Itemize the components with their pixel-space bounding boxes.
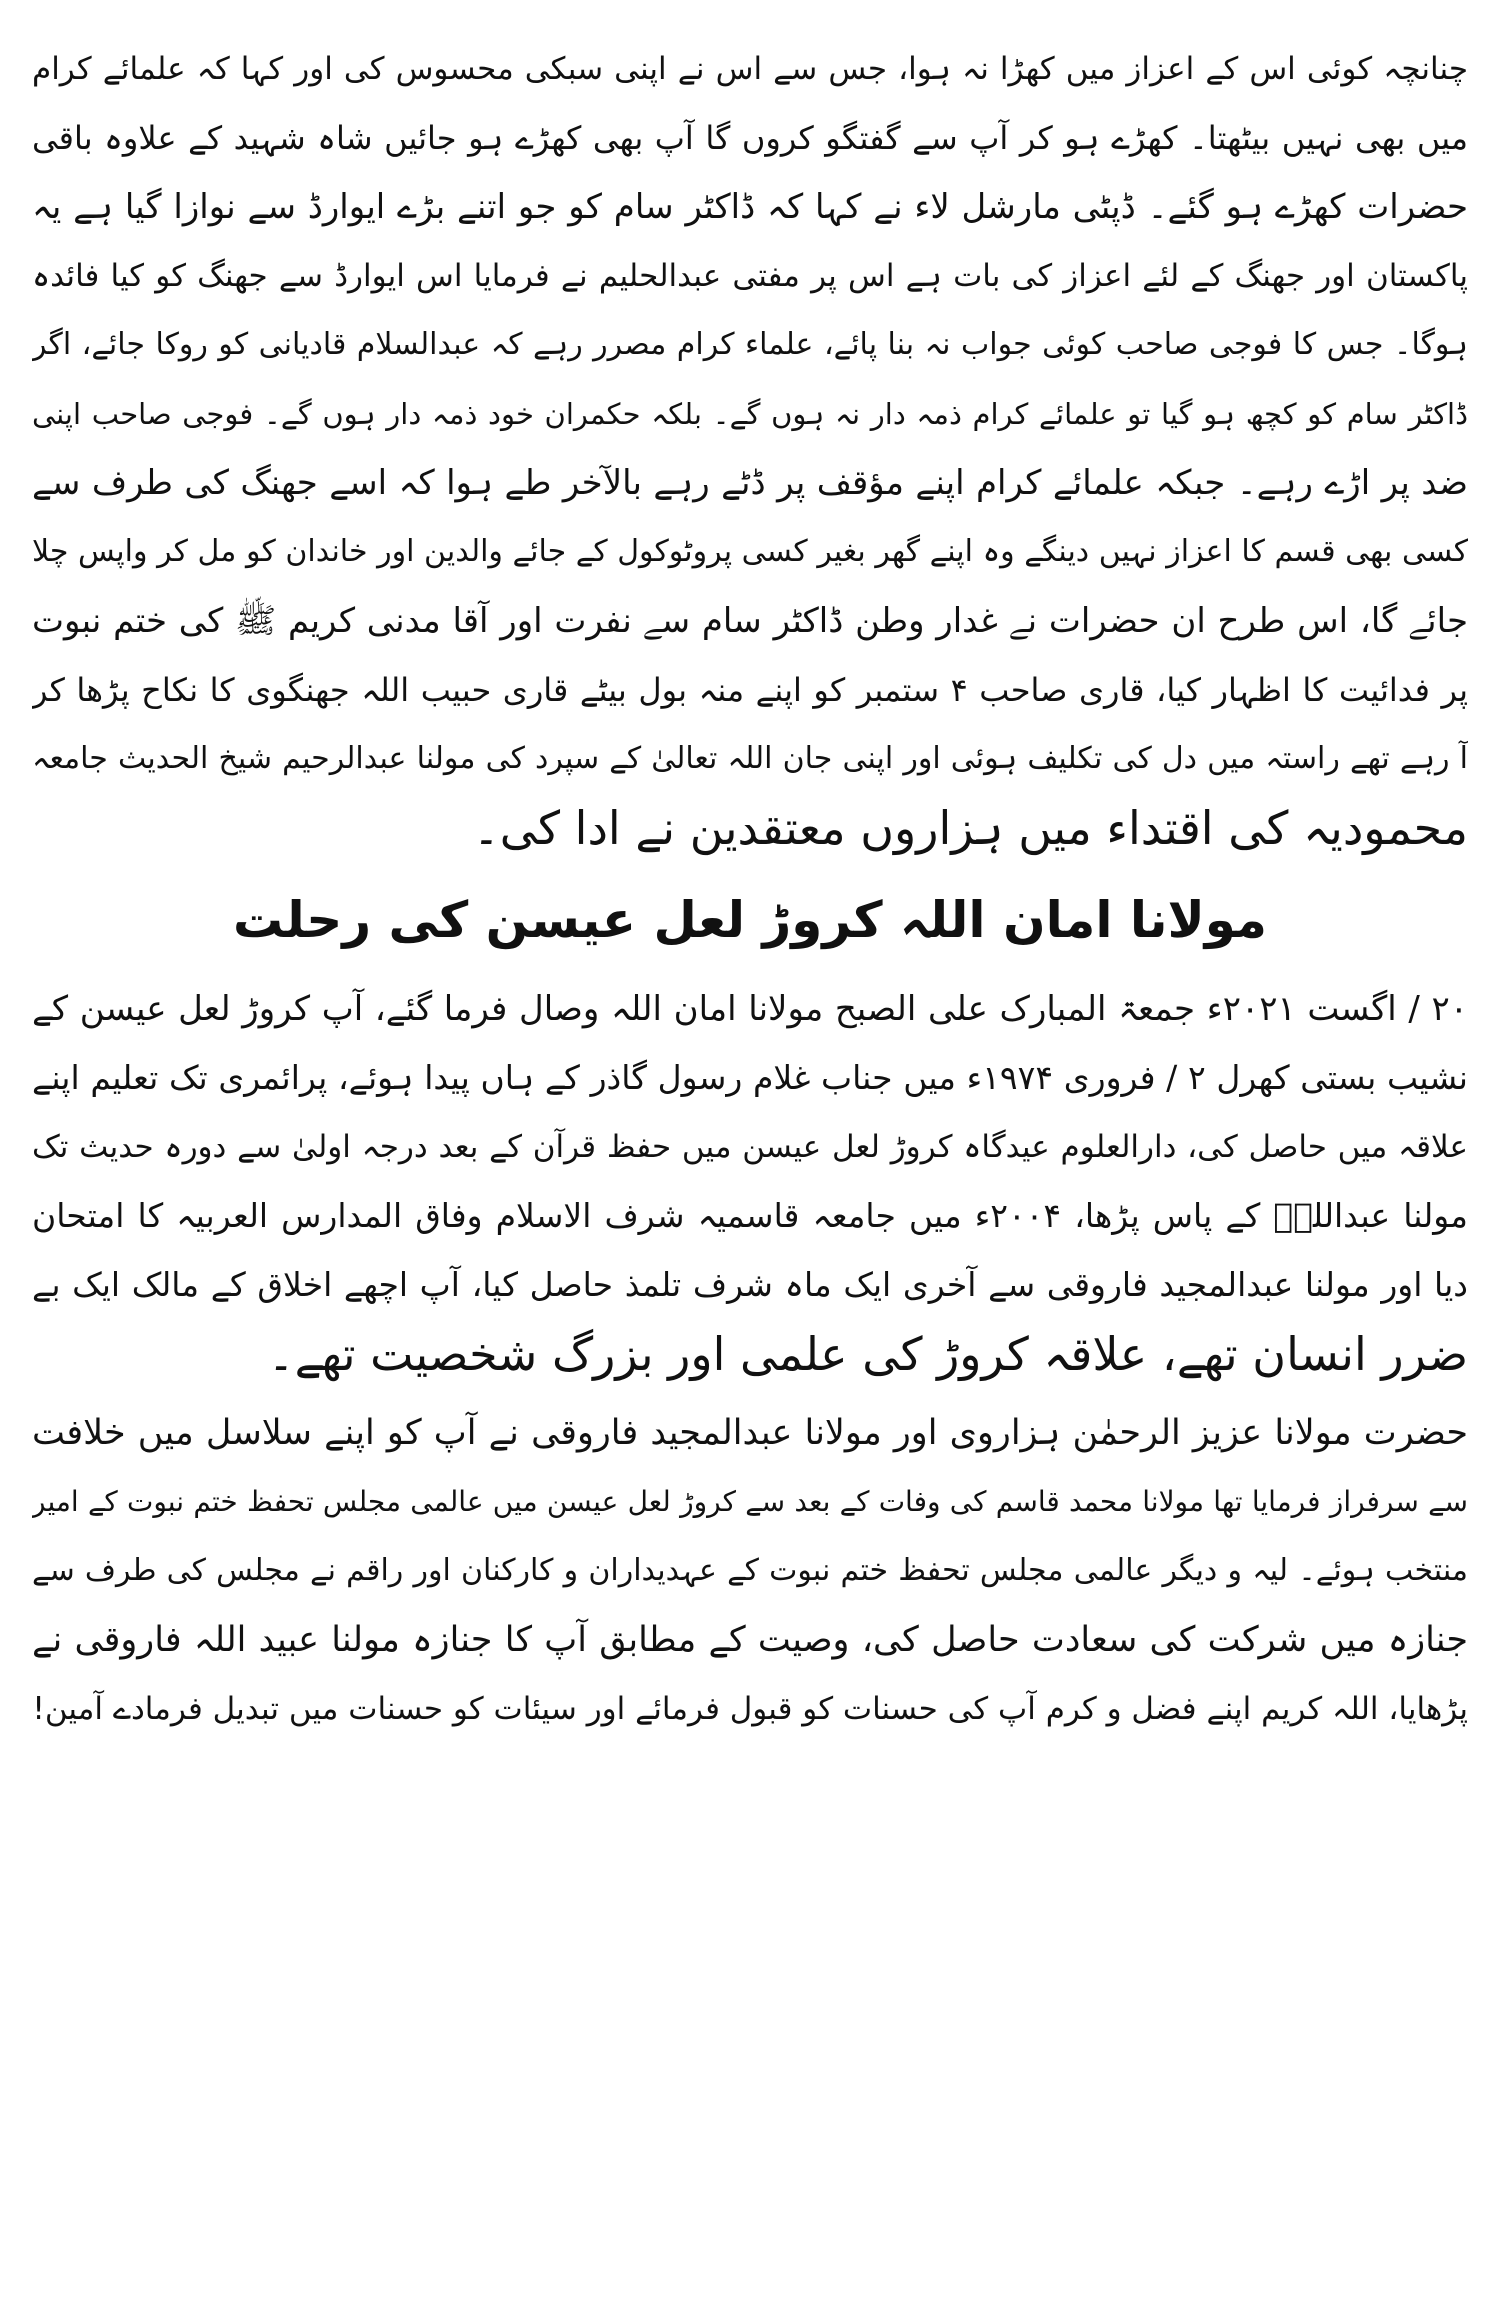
section-heading: مولانا امان اللہ کروڑ لعل عیسن کی رحلت bbox=[232, 891, 1268, 949]
article-page bbox=[32, 28, 1468, 2278]
text-line: کسی بھی قسم کا اعزاز نہیں دینگے وہ اپنے گھر بغیر کسی پروٹوکول کے جائے والدین اور خاندان کو مل کر واپس چلا bbox=[32, 534, 1468, 569]
text-line: نشیب بستی کھرل ۲ / فروری ۱۹۷۴ء میں جناب غلام رسول گاذر کے ہاں پیدا ہوئے، پرائمری تک تعلیم اپنے bbox=[32, 1058, 1468, 1097]
text-line: آ رہے تھے راستہ میں دل کی تکلیف ہوئی اور اپنی جان اللہ تعالیٰ کے سپرد کی مولنا عبدالرحیم شیخ الحدیث جامعہ bbox=[32, 741, 1468, 776]
text-line: چنانچہ کوئی اس کے اعزاز میں کھڑا نہ ہوا، جس سے اس نے اپنی سبکی محسوس کی اور کہا کہ علمائے کرام bbox=[32, 51, 1468, 87]
text-line: مولنا عبداللہؒ کے پاس پڑھا، ۲۰۰۴ء میں جامعہ قاسمیہ شرف الاسلام وفاق المدارس العربیہ کا امتحان bbox=[32, 1196, 1468, 1235]
text-line: ڈاکٹر سام کو کچھ ہو گیا تو علمائے کرام ذمہ دار نہ ہوں گے۔ بلکہ حکمران خود ذمہ دار ہوں گے۔ فوجی صاحب اپنی bbox=[32, 397, 1468, 431]
text-line: ضرر انسان تھے، علاقہ کروڑ کی علمی اور بزرگ شخصیت تھے۔ bbox=[267, 1327, 1468, 1381]
text-line: پاکستان اور جھنگ کے لئے اعزاز کی بات ہے اس پر مفتی عبدالحلیم نے فرمایا اس ایوارڈ سے جھنگ کو کیا فائدہ bbox=[32, 258, 1468, 294]
text-line: ۲۰ / اگست ۲۰۲۱ء جمعۃ المبارک علی الصبح مولانا امان اللہ وصال فرما گئے، آپ کروڑ لعل عیسن کے bbox=[32, 989, 1468, 1029]
text-line: حضرت مولانا عزیز الرحمٰن ہزاروی اور مولانا عبدالمجید فاروقی نے آپ کو اپنے سلاسل میں خلافت bbox=[32, 1413, 1468, 1453]
text-line: سے سرفراز فرمایا تھا مولانا محمد قاسم کی وفات کے بعد سے کروڑ لعل عیسن میں عالمی مجلس تحفظ ختم نبوت کے امیر bbox=[32, 1485, 1468, 1518]
text-line: محمودیہ کی اقتداء میں ہزاروں معتقدین نے ادا کی۔ bbox=[472, 801, 1468, 855]
text-line: جنازہ میں شرکت کی سعادت حاصل کی، وصیت کے مطابق آپ کا جنازہ مولنا عبید اللہ فاروقی نے bbox=[32, 1620, 1468, 1660]
text-line: پڑھایا، اللہ کریم اپنے فضل و کرم آپ کی حسنات کو قبول فرمائے اور سیئات کو حسنات میں تبدیل فرمادے آمین! bbox=[32, 1691, 1468, 1727]
text-line: ہوگا۔ جس کا فوجی صاحب کوئی جواب نہ بنا پائے، علماء کرام مصرر رہے کہ عبدالسلام قادیانی کو روکا جائے، اگر bbox=[32, 327, 1468, 362]
text-line: جائے گا، اس طرح ان حضرات نے غدار وطن ڈاکٹر سام سے نفرت اور آقا مدنی کریم ﷺ کی ختم نبوت bbox=[32, 601, 1468, 641]
text-line: ضد پر اڑے رہے۔ جبکہ علمائے کرام اپنے مؤقف پر ڈٹے رہے بالآخر طے ہوا کہ اسے جھنگ کی طرف سے bbox=[32, 463, 1468, 503]
text-line: دیا اور مولنا عبدالمجید فاروقی سے آخری ایک ماہ شرف تلمذ حاصل کیا، آپ اچھے اخلاق کے مالک ایک بے bbox=[32, 1265, 1468, 1304]
text-line: میں بھی نہیں بیٹھتا۔ کھڑے ہو کر آپ سے گفتگو کروں گا آپ بھی کھڑے ہو جائیں شاہ شہید کے علاوہ باقی bbox=[32, 119, 1468, 157]
text-line: منتخب ہوئے۔ لیہ و دیگر عالمی مجلس تحفظ ختم نبوت کے عہدیداران و کارکنان اور راقم نے مجلس کی طرف سے bbox=[32, 1553, 1468, 1588]
text-line: پر فدائیت کا اظہار کیا، قاری صاحب ۴ ستمبر کو اپنے منہ بول بیٹے قاری حبیب اللہ جھنگوی کا نکاح پڑھا کر bbox=[32, 671, 1468, 709]
text-line: علاقہ میں حاصل کی، دارالعلوم عیدگاہ کروڑ لعل عیسن میں حفظ قرآن کے بعد درجہ اولیٰ سے دورہ حدیث تک bbox=[32, 1129, 1468, 1165]
text-line: حضرات کھڑے ہو گئے۔ ڈپٹی مارشل لاء نے کہا کہ ڈاکٹر سام کو جو اتنے بڑے ایوارڈ سے نوازا گیا ہے یہ bbox=[32, 187, 1468, 227]
